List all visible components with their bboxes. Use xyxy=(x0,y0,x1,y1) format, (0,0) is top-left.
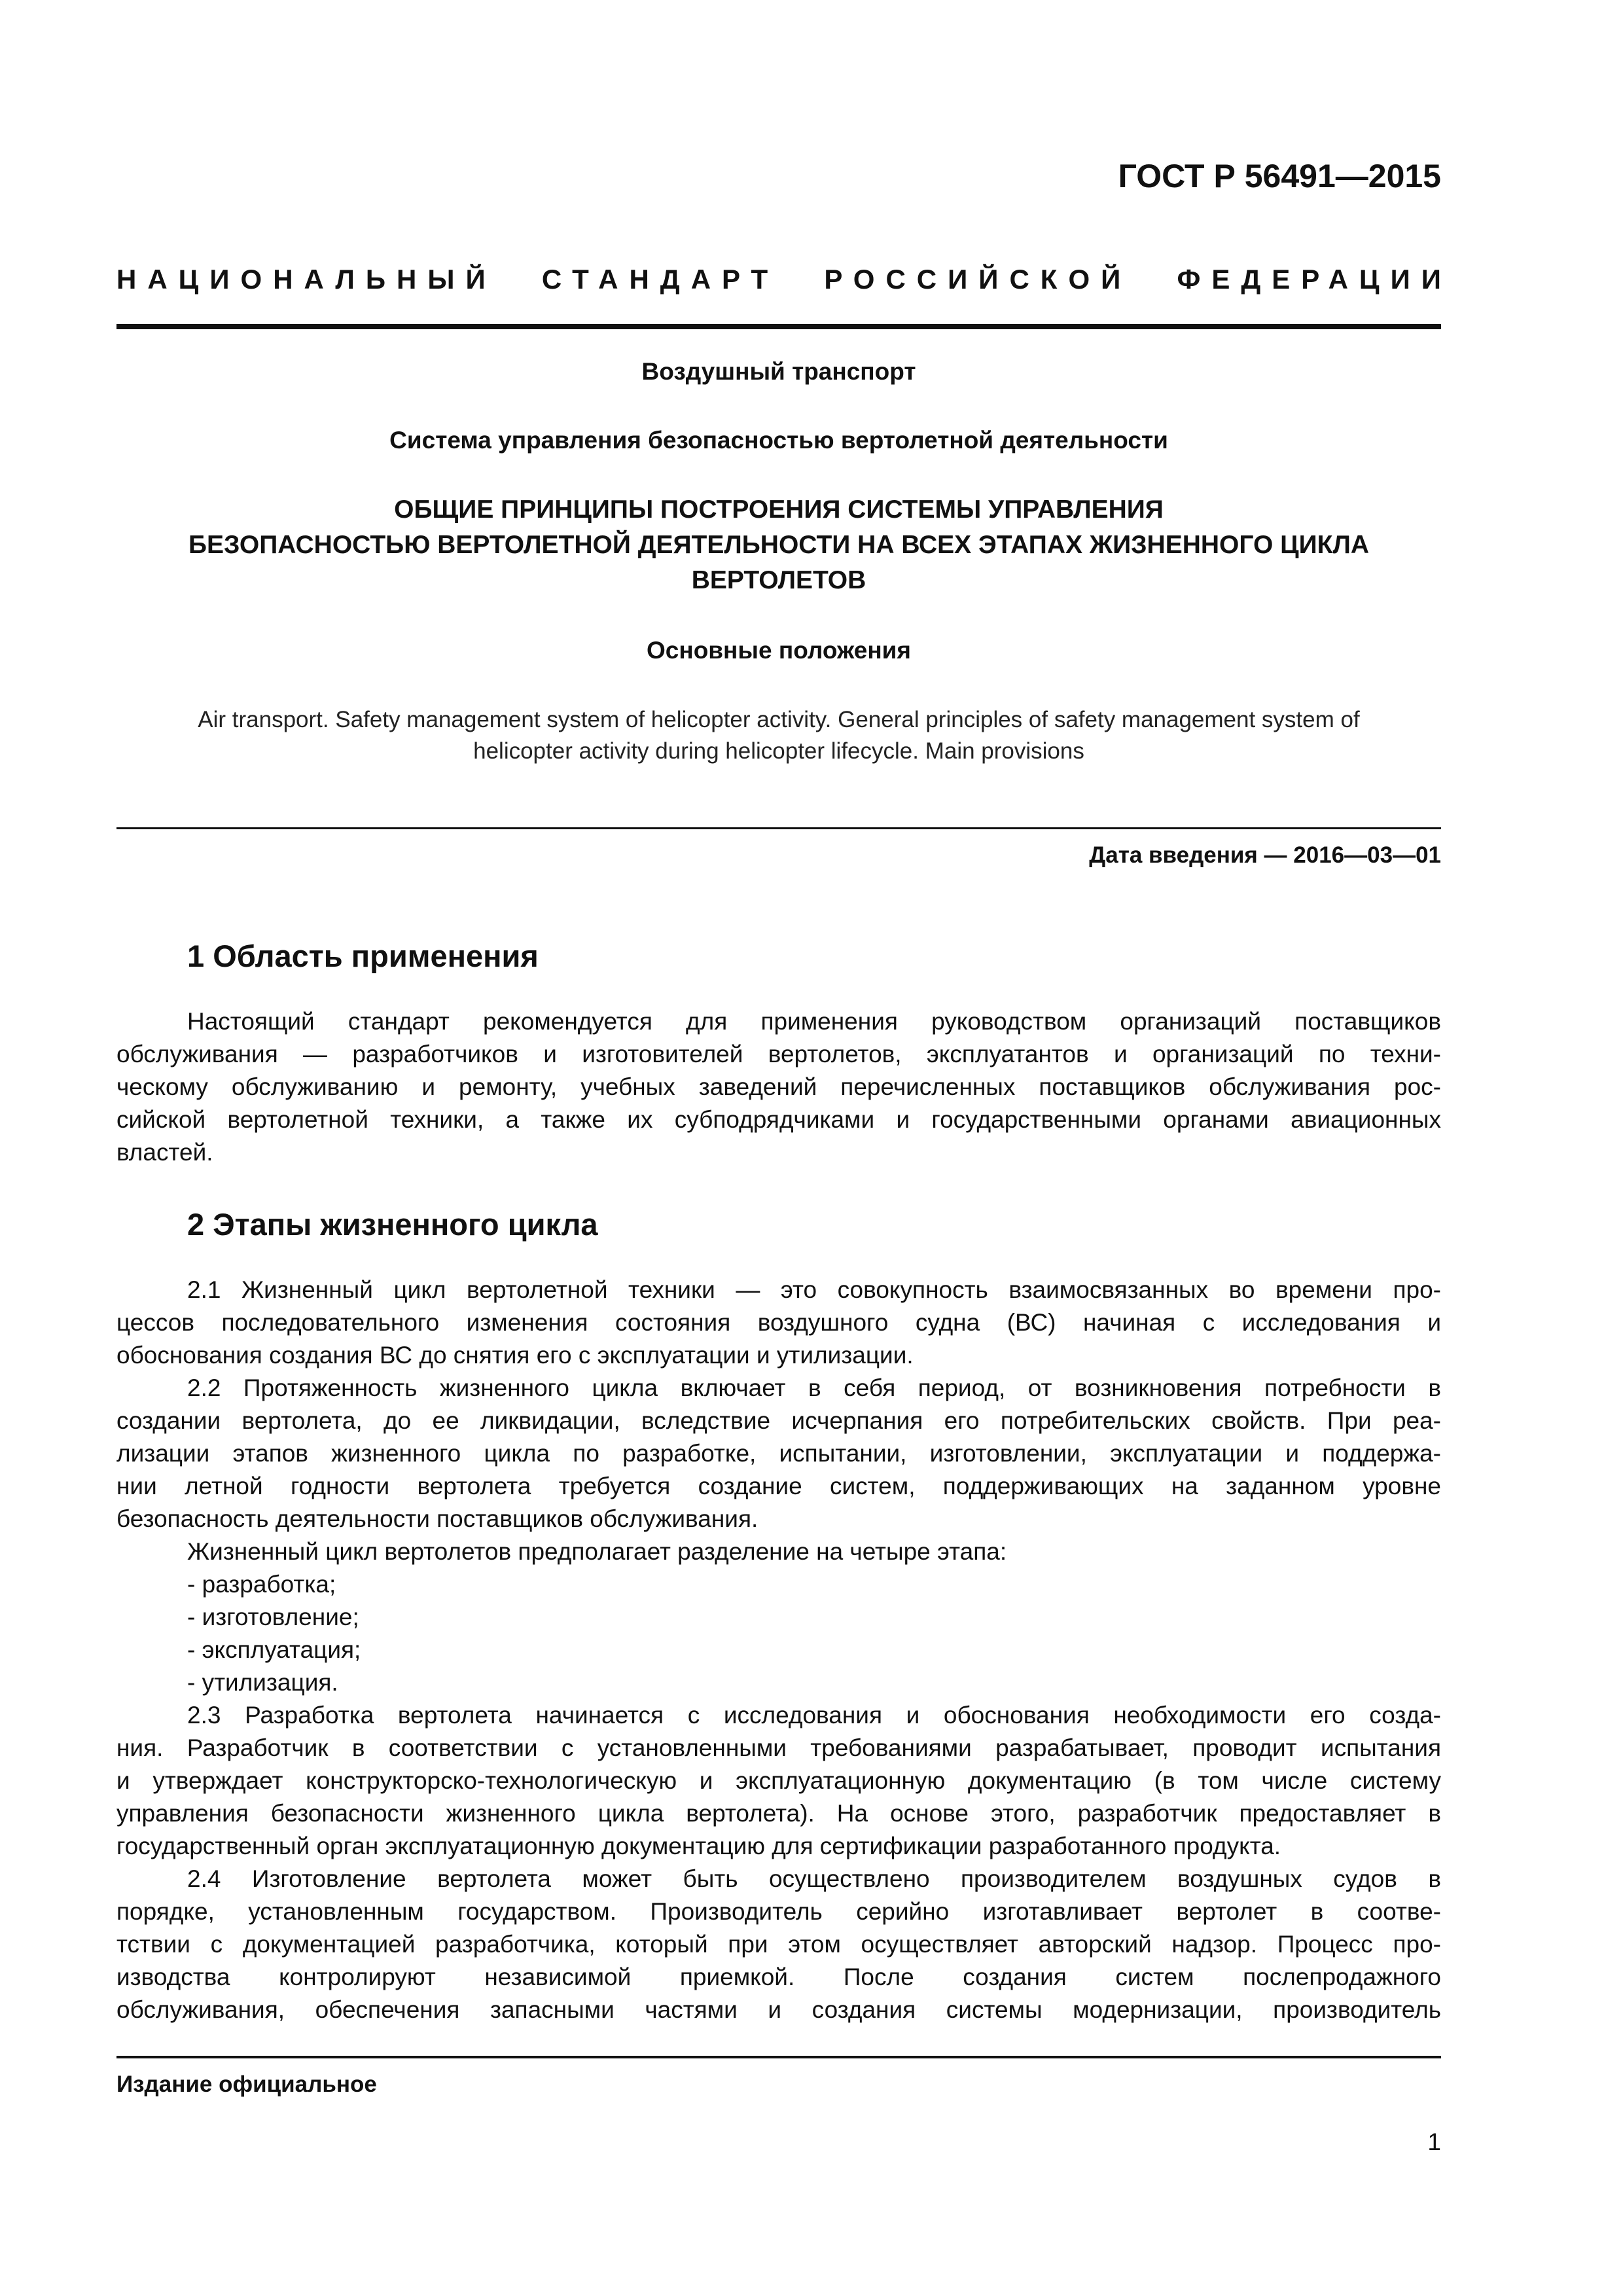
body-text-line: ческому обслуживанию и ремонту, учебных заведений перечисленных поставщиков обслуживания рос- xyxy=(116,1073,1441,1100)
body-text-line: обслуживания, обеспечения запасными частями и создания системы модернизации, производитель xyxy=(116,1996,1441,2023)
provisions-heading: Основные положения xyxy=(646,637,912,664)
english-title-line: helicopter activity during helicopter lifecycle. Main provisions xyxy=(473,738,1084,764)
body-text-line: нии летной годности вертолета требуется создание систем, поддерживающих на заданном уровне xyxy=(116,1473,1441,1499)
list-item: - изготовление; xyxy=(187,1604,359,1630)
section-2-title: 2 Этапы жизненного цикла xyxy=(187,1207,598,1242)
standard-header xyxy=(116,264,1452,295)
body-text-line: изводства контролируют независимой приемкой. После создания систем послепродажного xyxy=(116,1964,1441,1990)
body-text-line: 2.4 Изготовление вертолета может быть осуществлено производителем воздушных судов в xyxy=(187,1865,1441,1892)
body-text-line: ния. Разработчик в соответствии с установленными требованиями разрабатывает, проводит испытания xyxy=(116,1734,1441,1761)
list-item: - разработка; xyxy=(187,1571,336,1598)
body-text-line: Настоящий стандарт рекомендуется для применения руководством организаций поставщиков xyxy=(187,1008,1441,1035)
section-1-title: 1 Область применения xyxy=(187,939,539,973)
body-text-line: порядке, установленным государством. Производитель серийно изготавливает вертолет в соотве- xyxy=(116,1898,1441,1925)
list-item: - утилизация. xyxy=(187,1669,338,1696)
body-text-line: 2.2 Протяженность жизненного цикла включает в себя период, от возникновения потребности в xyxy=(187,1374,1441,1401)
body-text-line: создании вертолета, до ее ликвидации, вследствие исчерпания его потребительских свойств. При реа- xyxy=(116,1407,1441,1434)
footer-divider xyxy=(116,2056,1441,2058)
body-text-line: властей. xyxy=(116,1139,213,1166)
document-title-line: БЕЗОПАСНОСТЬЮ ВЕРТОЛЕТНОЙ ДЕЯТЕЛЬНОСТИ НА ВСЕХ ЭТАПАХ ЖИЗНЕННОГО ЦИКЛА xyxy=(188,531,1370,559)
header-word: ФЕДЕРАЦИИ xyxy=(1177,264,1452,295)
body-text-line: Жизненный цикл вертолетов предполагает разделение на четыре этапа: xyxy=(187,1538,1007,1565)
body-text-line: безопасность деятельности поставщиков обслуживания. xyxy=(116,1505,758,1532)
body-text-line: лизации этапов жизненного цикла по разработке, испытании, изготовлении, эксплуатации и поддержа- xyxy=(116,1440,1441,1467)
body-text-line: обоснования создания ВС до снятия его с эксплуатации и утилизации. xyxy=(116,1342,914,1369)
body-text-line: цессов последовательного изменения состояния воздушного судна (ВС) начиная с исследования и xyxy=(116,1309,1441,1336)
document-page xyxy=(116,0,1452,2296)
standard-number: ГОСТ Р 56491—2015 xyxy=(1118,158,1441,194)
subject-heading: Воздушный транспорт xyxy=(641,358,916,385)
system-heading: Система управления безопасностью вертолетной деятельности xyxy=(389,427,1168,454)
english-title-line: Air transport. Safety management system of helicopter activity. General principles of safety management system of xyxy=(198,707,1360,732)
body-text-line: сийской вертолетной техники, а также их субподрядчиками и государственными органами авиационных xyxy=(116,1106,1441,1133)
document-title-line: ВЕРТОЛЕТОВ xyxy=(691,566,866,594)
edition-label: Издание официальное xyxy=(116,2072,377,2097)
header-word: РОССИЙСКОЙ xyxy=(824,264,1132,295)
header-word: НАЦИОНАЛЬНЫЙ xyxy=(116,264,497,295)
header-divider xyxy=(116,324,1441,329)
body-text-line: 2.3 Разработка вертолета начинается с исследования и обоснования необходимости его созда- xyxy=(187,1702,1441,1729)
body-text-line: 2.1 Жизненный цикл вертолетной техники — это совокупность взаимосвязанных во времени про- xyxy=(187,1276,1441,1303)
body-text-line: управления безопасности жизненного цикла вертолета). На основе этого, разработчик предоставляет в xyxy=(116,1800,1441,1827)
body-text-line: тствии с документацией разработчика, который при этом осуществляет авторский надзор. Процесс про- xyxy=(116,1931,1441,1958)
header-word: СТАНДАРТ xyxy=(541,264,779,295)
list-item: - эксплуатация; xyxy=(187,1636,361,1663)
title-divider xyxy=(116,827,1441,829)
document-title-line: ОБЩИЕ ПРИНЦИПЫ ПОСТРОЕНИЯ СИСТЕМЫ УПРАВЛЕНИЯ xyxy=(394,495,1164,524)
body-text-line: обслуживания — разработчиков и изготовителей вертолетов, эксплуатантов и организаций по техни- xyxy=(116,1041,1441,1067)
body-text-line: и утверждает конструкторско-технологическую и эксплуатационную документацию (в том числе систему xyxy=(116,1767,1441,1794)
body-text-line: государственный орган эксплуатационную документацию для сертификации разработанного продукта. xyxy=(116,1833,1281,1859)
introduction-date: Дата введения — 2016—03—01 xyxy=(1089,842,1441,868)
page-number: 1 xyxy=(1427,2128,1441,2155)
